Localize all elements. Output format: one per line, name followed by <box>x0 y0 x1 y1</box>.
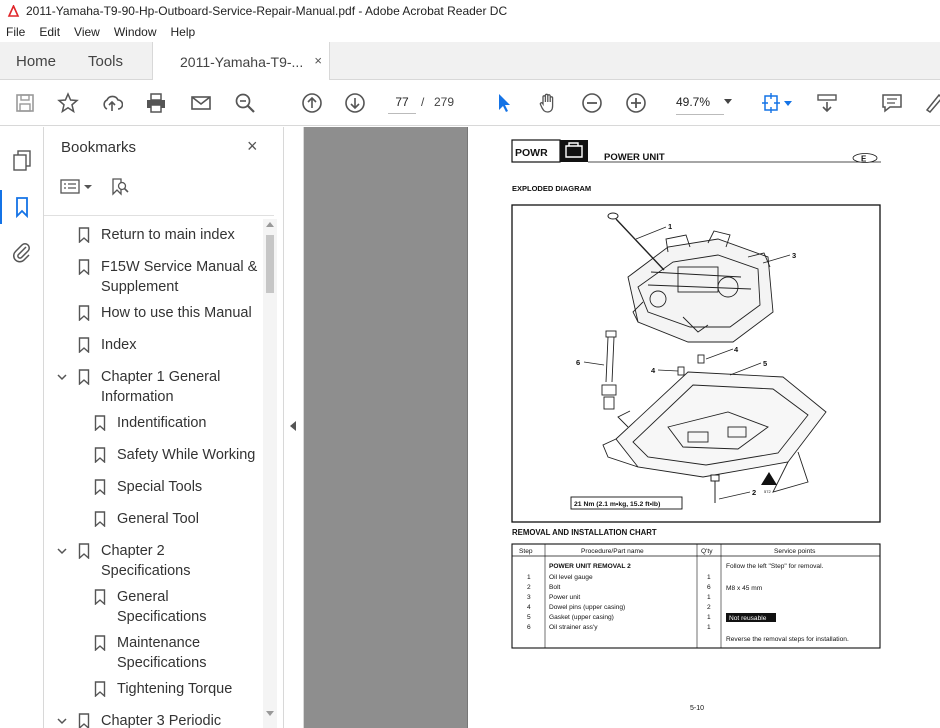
print-icon[interactable] <box>144 91 168 115</box>
find-zoom-icon[interactable] <box>233 91 257 115</box>
chevron-down-icon[interactable] <box>56 715 68 727</box>
menu-view[interactable]: View <box>74 25 100 39</box>
callout-4b: 4 <box>734 345 739 354</box>
bookmark-icon <box>94 681 106 697</box>
bookmark-label: How to use this Manual <box>101 305 252 321</box>
row-6-part: Oil strainer ass'y <box>549 624 598 631</box>
bookmark-maintenance-specifications[interactable] <box>44 633 266 675</box>
bookmark-label-line2: Specifications <box>117 655 207 671</box>
scroll-down-arrow-icon[interactable] <box>266 711 274 716</box>
zoom-in-icon[interactable] <box>624 91 648 115</box>
bookmark-label: Safety While Working <box>117 447 256 463</box>
menu-bar <box>0 22 940 42</box>
scroll-mode-icon[interactable] <box>815 91 839 115</box>
header-procedure: Procedure/Part name <box>581 548 644 555</box>
bookmark-return-to-main-index[interactable] <box>44 225 266 247</box>
fit-page-icon[interactable] <box>760 91 784 115</box>
comment-icon[interactable] <box>880 91 904 115</box>
bookmark-icon <box>78 227 90 243</box>
bookmark-label: Maintenance <box>117 635 201 651</box>
bookmark-label: Chapter 1 General <box>101 369 221 385</box>
fit-dropdown-icon[interactable] <box>783 91 793 115</box>
row-4-part: Dowel pins (upper casing) <box>549 604 626 611</box>
row-6-qty: 1 <box>707 624 711 631</box>
menu-file[interactable]: File <box>6 25 26 39</box>
bookmark-icon <box>94 635 106 651</box>
header-service-points: Service points <box>774 548 816 555</box>
table-group-title: POWER UNIT REMOVAL 2 <box>549 563 631 570</box>
row-4-qty: 2 <box>707 604 711 611</box>
bookmark-icon <box>78 713 90 728</box>
row-5-step: 5 <box>527 614 531 621</box>
upload-cloud-icon[interactable] <box>100 91 124 115</box>
zoom-out-icon[interactable] <box>580 91 604 115</box>
bookmark-tools <box>60 177 130 197</box>
row-1-part: Oil level gauge <box>549 574 593 581</box>
star-icon[interactable] <box>56 91 80 115</box>
bookmark-label: Indentification <box>117 415 207 431</box>
callout-3: 3 <box>792 251 797 260</box>
bookmark-label: Chapter 2 <box>101 543 165 559</box>
bookmark-label: Index <box>101 337 137 353</box>
chevron-down-icon <box>724 99 732 104</box>
tab-document-label: 2011-Yamaha-T9-... <box>180 53 304 70</box>
bookmark-label: Special Tools <box>117 479 203 495</box>
bookmark-icon <box>78 543 90 559</box>
row-5-part: Gasket (upper casing) <box>549 614 614 621</box>
bookmark-label: Tightening Torque <box>117 681 233 697</box>
bookmark-list <box>44 219 266 728</box>
left-navigation-rail <box>0 127 44 728</box>
table-group-note: Follow the left "Step" for removal. <box>726 563 824 570</box>
page-number: 5-10 <box>690 705 705 712</box>
bookmark-label: Return to main index <box>101 227 235 243</box>
bookmark-special-tools[interactable] <box>44 477 266 499</box>
section-code: POWR <box>515 147 548 159</box>
page-thumbnails-icon[interactable] <box>11 149 33 171</box>
acrobat-logo-icon <box>6 4 20 18</box>
row-2-step: 2 <box>527 584 531 591</box>
bookmark-label: F15W Service Manual & <box>101 259 258 275</box>
table-footer-note: Reverse the removal steps for installation. <box>726 636 849 643</box>
row-6-step: 6 <box>527 624 531 631</box>
bookmark-icon <box>78 369 90 385</box>
row-4-step: 4 <box>527 604 531 611</box>
row-2-note: M8 x 45 mm <box>726 585 763 592</box>
tab-document[interactable] <box>152 42 330 81</box>
bookmark-options-icon[interactable] <box>60 178 94 196</box>
menu-edit[interactable]: Edit <box>39 25 61 39</box>
bookmark-icon <box>78 305 90 321</box>
page-content <box>468 127 940 728</box>
callout-1: 1 <box>668 222 673 231</box>
zoom-select[interactable] <box>670 90 740 114</box>
bookmark-search-icon[interactable] <box>110 177 130 197</box>
pdf-page <box>467 127 940 728</box>
bookmark-icon <box>78 337 90 353</box>
select-cursor-icon[interactable] <box>492 91 516 115</box>
bookmark-label-line2: Specifications <box>117 609 207 625</box>
toolbar <box>0 80 940 126</box>
bookmark-general-tool[interactable] <box>44 509 266 531</box>
close-tab-button[interactable]: × <box>314 53 322 68</box>
callout-4a: 4 <box>651 366 656 375</box>
attachments-paperclip-icon[interactable] <box>11 241 33 263</box>
bookmark-indentification[interactable] <box>44 413 266 435</box>
bookmarks-panel-icon[interactable] <box>11 196 33 218</box>
row-1-step: 1 <box>527 574 531 581</box>
row-3-step: 3 <box>527 594 531 601</box>
chart-title: REMOVAL AND INSTALLATION CHART <box>512 528 657 537</box>
tab-home[interactable]: Home <box>16 52 57 70</box>
page-number-input[interactable]: 77 <box>388 90 416 114</box>
bookmark-label: Chapter 3 Periodic <box>101 713 222 728</box>
collapse-arrow-icon <box>290 421 296 431</box>
language-badge-text: E <box>861 154 867 164</box>
section-title: POWER UNIT <box>604 152 665 163</box>
scroll-up-arrow-icon[interactable] <box>266 222 274 227</box>
zoom-value: 49.7% <box>676 90 724 115</box>
chevron-down-icon[interactable] <box>56 545 68 557</box>
bookmark-label-line2: Supplement <box>101 279 179 295</box>
bookmarks-panel <box>44 127 284 728</box>
next-page-icon[interactable] <box>343 91 367 115</box>
bookmark-label: General <box>117 589 169 605</box>
row-2-part: Bolt <box>549 584 561 591</box>
bookmark-label: General Tool <box>117 511 199 527</box>
bookmark-icon <box>78 259 90 275</box>
callout-5: 5 <box>763 359 768 368</box>
diagram-title: EXPLODED DIAGRAM <box>512 184 592 193</box>
row-5-qty: 1 <box>707 614 711 621</box>
bookmark-chapter-2[interactable] <box>44 541 266 583</box>
tab-tools[interactable]: Tools <box>88 52 124 70</box>
bookmark-f15w-service-manual[interactable] <box>44 257 266 299</box>
bookmark-icon <box>94 415 106 431</box>
callout-6: 6 <box>576 358 581 367</box>
row-3-qty: 1 <box>707 594 711 601</box>
tab-bar <box>0 42 940 80</box>
menu-window[interactable]: Window <box>113 25 157 39</box>
scrollbar-thumb[interactable] <box>266 235 274 293</box>
email-icon[interactable] <box>189 91 213 115</box>
bookmark-label-line2: Specifications <box>101 563 191 579</box>
bookmark-safety-while-working[interactable] <box>44 445 266 467</box>
row-5-note: Not reusable <box>729 615 767 622</box>
save-icon[interactable] <box>13 91 37 115</box>
bookmark-icon <box>94 479 106 495</box>
window-title: 2011-Yamaha-T9-90-Hp-Outboard-Service-Repair-Manual.pdf - Adobe Acrobat Reader DC <box>26 4 508 18</box>
page-total: 279 <box>434 95 455 109</box>
bookmark-chapter-3[interactable] <box>44 711 266 728</box>
chevron-down-icon[interactable] <box>56 371 68 383</box>
collapse-panel-handle[interactable] <box>284 127 304 728</box>
bookmark-general-specifications[interactable] <box>44 587 266 629</box>
bookmark-label-line2: Information <box>101 389 174 405</box>
menu-help[interactable]: Help <box>170 25 196 39</box>
close-bookmarks-button[interactable]: × <box>247 136 258 156</box>
bookmark-icon <box>94 447 106 463</box>
row-2-qty: 6 <box>707 584 711 591</box>
callout-2: 2 <box>752 488 757 497</box>
bookmark-icon <box>94 511 106 527</box>
sealant-code: 572 <box>764 489 771 494</box>
bookmark-chapter-1[interactable] <box>44 367 266 409</box>
hand-tool-icon[interactable] <box>536 91 560 115</box>
previous-page-icon[interactable] <box>300 91 324 115</box>
bookmark-icon <box>94 589 106 605</box>
header-qty: Q'ty <box>701 548 713 555</box>
bookmark-index[interactable] <box>44 335 266 357</box>
bookmark-how-to-use[interactable] <box>44 303 266 325</box>
header-step: Step <box>519 548 533 555</box>
bookmarks-header: Bookmarks <box>61 139 137 156</box>
highlight-pen-icon[interactable] <box>922 91 940 115</box>
bookmark-tightening-torque[interactable] <box>44 679 266 701</box>
bookmarks-divider <box>44 215 274 216</box>
row-1-qty: 1 <box>707 574 711 581</box>
row-3-part: Power unit <box>549 594 581 601</box>
page-separator: / <box>421 95 425 109</box>
torque-spec: 21 Nm (2.1 m•kg, 15.2 ft•lb) <box>574 501 661 508</box>
document-viewer[interactable] <box>304 127 940 728</box>
bookmarks-scrollbar[interactable] <box>263 219 277 728</box>
title-bar <box>0 0 940 22</box>
